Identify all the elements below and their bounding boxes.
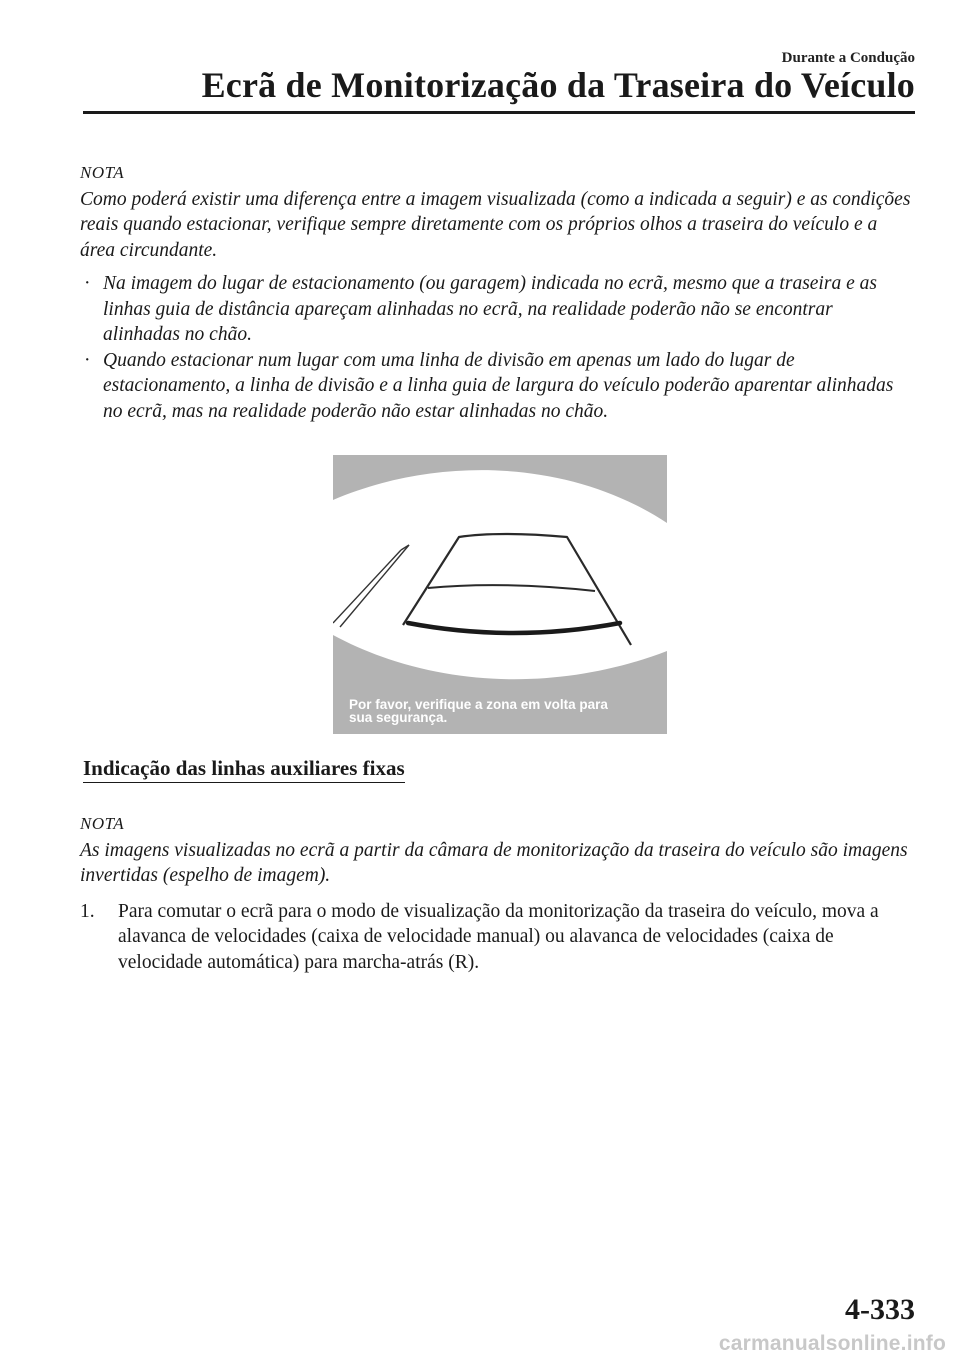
- page-title: Ecrã de Monitorização da Traseira do Veículo: [201, 65, 915, 105]
- safety-message: [349, 698, 649, 724]
- note-block-2: [80, 811, 912, 975]
- note-label: NOTA: [80, 814, 125, 833]
- rear-camera-screen-illustration: [333, 455, 667, 734]
- note-block: [80, 160, 912, 424]
- watermark: carmanualsonline.info: [718, 1332, 946, 1355]
- note-text: Como poderá existir uma diferença entre a imagem visualizada (como a indicada a seguir) e as condições reais quando estacionar, verifique sempre diretamente com os próprios olhos a traseira do veículo e a área circundante.: [80, 188, 911, 261]
- step-list: [80, 899, 912, 976]
- step-item: [80, 899, 912, 976]
- note-text: As imagens visualizadas no ecrã a partir da câmara de monitorização da traseira do veículo são imagens invertidas (espelho de imagem).: [80, 839, 908, 886]
- safety-message-line: sua segurança.: [349, 710, 448, 725]
- note-bullet-list: [80, 271, 912, 424]
- bullet-dot-icon: ·: [84, 273, 91, 294]
- page-number: 4-333: [845, 1293, 915, 1326]
- screen-frame: [333, 455, 667, 734]
- note-bullet-text: Quando estacionar num lugar com uma linha de divisão em apenas um lado do lugar de estacionamento, a linha de divisão e a linha guia de largura do veículo poderão aparentar alinhadas no ecrã, mas na realidade poderão não estar alinhadas no chão.: [103, 349, 894, 422]
- note-label: NOTA: [80, 163, 125, 182]
- note-bullet-text: Na imagem do lugar de estacionamento (ou garagem) indicada no ecrã, mesmo que a traseira e as linhas guia de distância apareçam alinhadas no ecrã, na realidade poderão não se encontrar alinhadas no chão.: [103, 273, 877, 345]
- distance-guide-red-line: [408, 623, 620, 633]
- parking-lane-line: [340, 545, 409, 627]
- parking-lane-line: [333, 550, 401, 623]
- rear-camera-figure: [333, 455, 667, 734]
- step-number: 1.: [80, 900, 95, 922]
- safety-message-line: Por favor, verifique a zona em volta para: [349, 697, 608, 712]
- bullet-dot-icon: ·: [84, 349, 91, 371]
- header-divider: [83, 111, 915, 114]
- step-text: Para comutar o ecrã para o modo de visualização da monitorização da traseira do veículo, mova a alavanca de velocidades (caixa de velocidade manual) ou alavanca de velocidades (caixa de velocidade automática) para marcha-atrás (R).: [118, 900, 879, 973]
- note-bullet-item: [80, 271, 912, 348]
- section-heading: Indicação das linhas auxiliares fixas: [83, 756, 405, 783]
- section-header: Durante a Condução: [781, 50, 915, 66]
- note-bullet-item: [80, 348, 912, 425]
- distance-guide-line: [428, 585, 595, 591]
